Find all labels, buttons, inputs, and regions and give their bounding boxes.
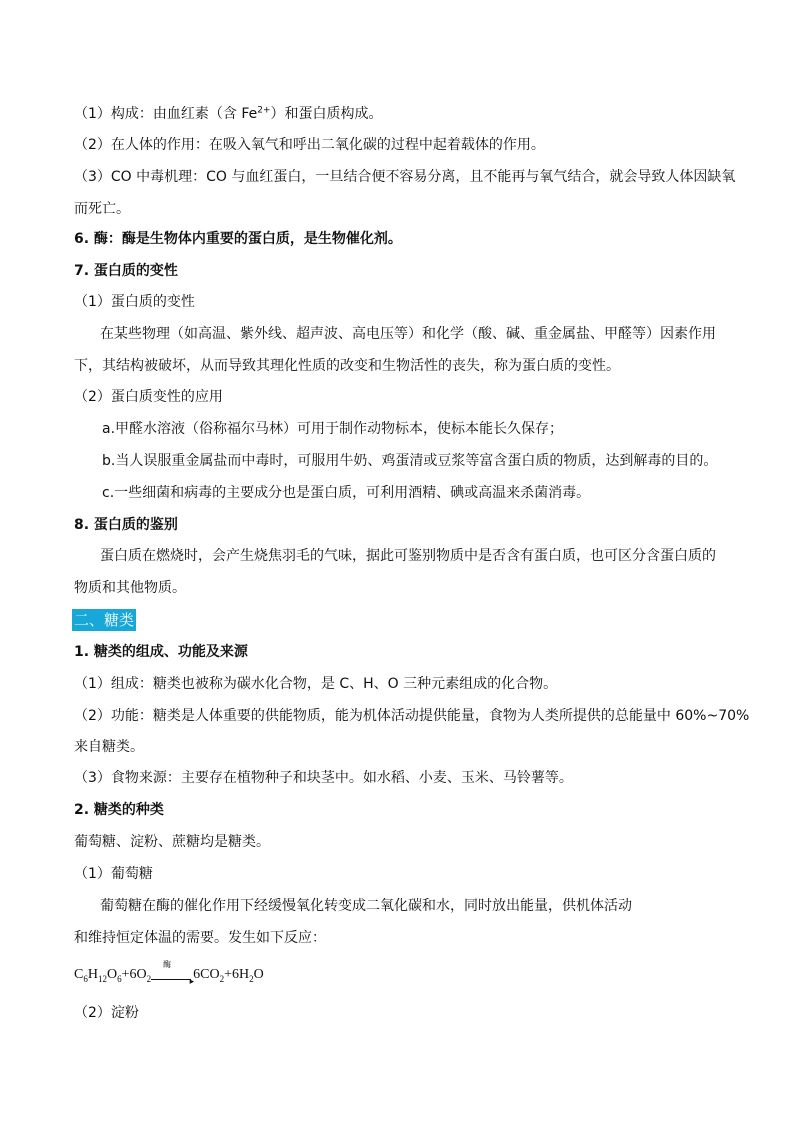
subscript: 12	[97, 973, 107, 984]
heading-carbohydrate-types: 2. 糖类的种类	[74, 802, 164, 818]
carbohydrate-function-1: （2）功能：糖类是人体重要的供能物质，能为机体活动提供能量，食物为人类所提供的总能量中 60%~70%	[74, 708, 750, 724]
reaction-arrow	[151, 960, 195, 986]
text: +6H	[224, 967, 250, 982]
application-c: c.一些细菌和病毒的主要成分也是蛋白质，可利用酒精、碘或高温来杀菌消毒。	[102, 485, 591, 501]
co-poisoning-line-2: 而死亡。	[74, 201, 130, 217]
glucose-oxidation-equation	[74, 960, 264, 986]
arrow-line	[151, 979, 191, 980]
subscript: 6	[117, 973, 122, 984]
denaturation-paragraph-1: 在某些物理（如高温、紫外线、超声波、高电压等）和化学（酸、碱、重金属盐、甲醛等）因素作用	[100, 326, 716, 342]
heading-carbohydrate-composition: 1. 糖类的组成、功能及来源	[74, 644, 248, 660]
subscript: 2	[249, 973, 254, 984]
subheading-glucose: （1）葡萄糖	[74, 866, 153, 882]
hemoglobin-function: （2）在人体的作用：在吸入氧气和呼出二氧化碳的过程中起着载体的作用。	[74, 137, 545, 153]
text: +6O	[121, 967, 147, 982]
text: （1）构成：由血红素（含 Fe	[74, 106, 258, 122]
text: H	[87, 967, 98, 982]
reaction-condition: 酶	[163, 960, 172, 969]
co-poisoning-line-1: （3）CO 中毒机理：CO 与血红蛋白，一旦结合便不容易分离，且不能再与氧气结合，就会导致人体因缺氧	[74, 169, 736, 185]
text: O	[253, 967, 264, 982]
carbohydrate-types-intro: 葡萄糖、淀粉、蔗糖均是糖类。	[74, 834, 270, 850]
heading-enzyme: 6. 酶：酶是生物体内重要的蛋白质，是生物催化剂。	[74, 231, 402, 247]
section-title-carbohydrates: 二、糖类	[74, 611, 135, 629]
superscript: 2+	[257, 105, 271, 116]
arrow-head-icon: ▸	[189, 976, 195, 986]
subscript: 2	[219, 973, 225, 984]
application-a: a.甲醛水溶液（俗称福尔马林）可用于制作动物标本，使标本能长久保存；	[102, 421, 564, 437]
subscript: 6	[83, 973, 88, 984]
text: C	[74, 967, 84, 982]
carbohydrate-composition: （1）组成：糖类也被称为碳水化合物，是 C、H、O 三种元素组成的化合物。	[74, 676, 558, 692]
application-b: b.当人误服重金属盐而中毒时，可服用牛奶、鸡蛋清或豆浆等富含蛋白质的物质，达到解毒的目的。	[102, 453, 718, 469]
glucose-paragraph-1: 葡萄糖在酶的催化作用下经缓慢氧化转变成二氧化碳和水，同时放出能量，供机体活动	[100, 898, 632, 914]
identification-paragraph-2: 物质和其他物质。	[74, 580, 186, 596]
text: O	[106, 967, 118, 982]
denaturation-paragraph-2: 下，其结构被破坏，从而导致其理化性质的改变和生物活性的丧失，称为蛋白质的变性。	[74, 358, 620, 374]
subheading-denaturation: （1）蛋白质的变性	[74, 294, 195, 310]
subheading-denaturation-application: （2）蛋白质变性的应用	[74, 389, 223, 405]
heading-identification: 8. 蛋白质的鉴别	[74, 517, 178, 533]
text: ）和蛋白质构成。	[270, 106, 383, 122]
text: 6CO	[193, 967, 220, 982]
glucose-paragraph-2: 和维持恒定体温的需要。发生如下反应：	[74, 930, 326, 946]
carbohydrate-sources: （3）食物来源：主要存在植物种子和块茎中。如水稻、小麦、玉米、马铃薯等。	[74, 770, 573, 786]
hemoglobin-composition	[74, 105, 383, 123]
identification-paragraph-1: 蛋白质在燃烧时，会产生烧焦羽毛的气味，据此可鉴别物质中是否含有蛋白质，也可区分含蛋白质的	[100, 548, 716, 564]
subscript: 2	[146, 973, 152, 984]
subheading-starch: （2）淀粉	[74, 1005, 139, 1021]
heading-denaturation: 7. 蛋白质的变性	[74, 263, 178, 279]
carbohydrate-function-2: 来自糖类。	[74, 739, 144, 755]
